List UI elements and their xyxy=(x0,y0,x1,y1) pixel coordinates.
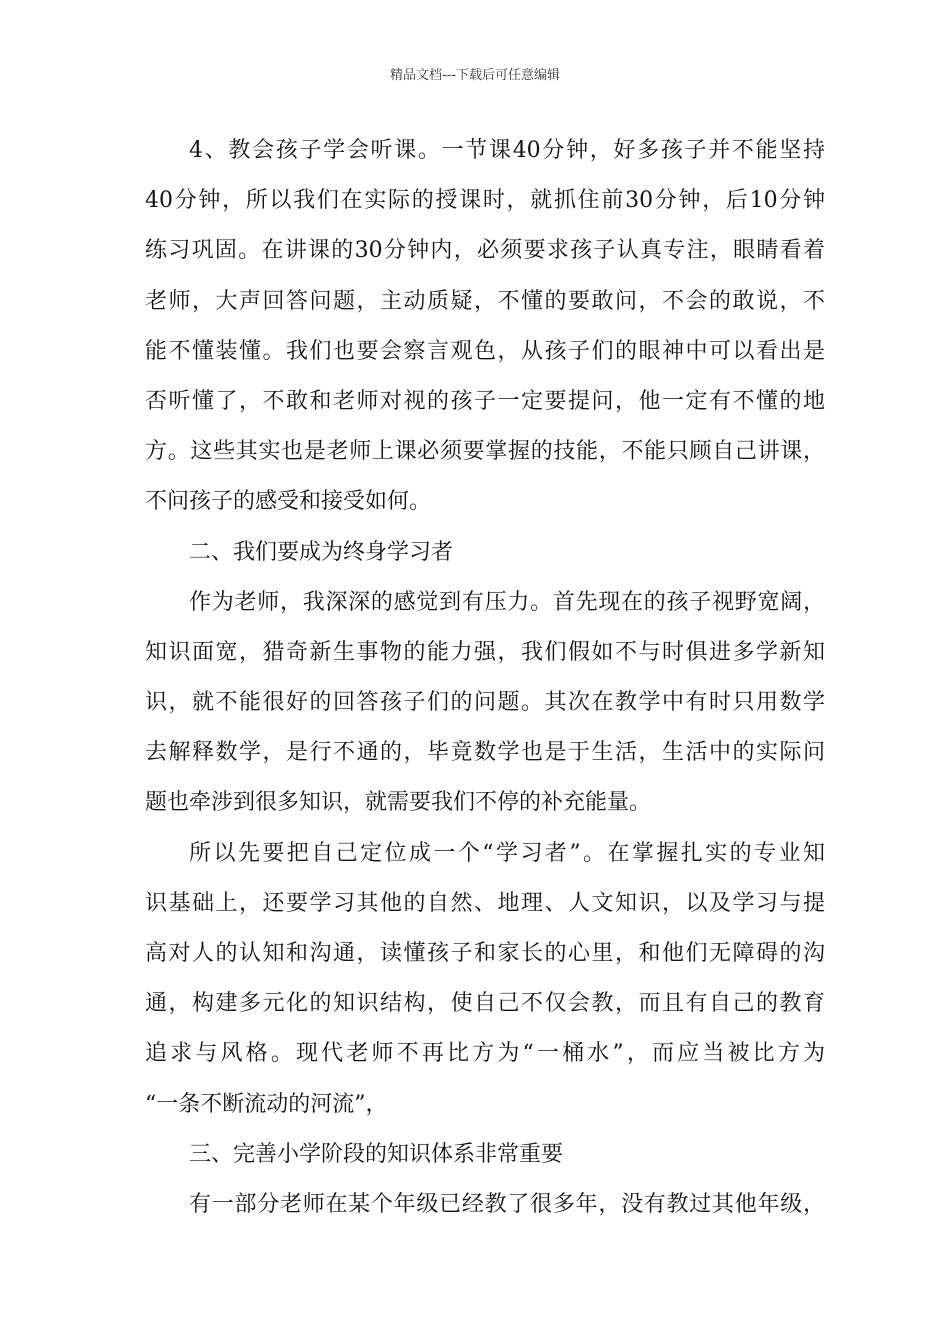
text-line: 二、我们要成为终身学习者 xyxy=(189,539,454,565)
text-line: 方。这些其实也是老师上课必须要掌握的技能，不能只顾自己讲课， xyxy=(145,439,825,465)
text-line: 识基础上，还要学习其他的自然、地理、人文知识，以及学习与提 xyxy=(145,890,825,916)
document-body xyxy=(145,126,825,1230)
text-line: 有一部分老师在某个年级已经教了很多年，没有教过其他年级， xyxy=(189,1191,825,1217)
text-line: 识，就不能很好的回答孩子们的问题。其次在教学中有时只用数学 xyxy=(145,690,825,716)
text-line: 练习巩固。在讲课的30分钟内，必须要求孩子认真专注，眼睛看着 xyxy=(145,238,825,264)
text-line: 通，构建多元化的知识结构，使自己不仅会教，而且有自己的教育 xyxy=(145,991,825,1017)
page-header: 精品文档---下载后可任意编辑 xyxy=(389,68,561,83)
text-line: “一条不断流动的河流”， xyxy=(145,1091,388,1117)
text-line: 知识面宽，猎奇新生事物的能力强，我们假如不与时俱进多学新知 xyxy=(145,639,825,665)
text-line: 三、完善小学阶段的知识体系非常重要 xyxy=(189,1141,564,1167)
text-line: 能不懂装懂。我们也要会察言观色，从孩子们的眼神中可以看出是 xyxy=(145,338,825,364)
text-line: 高对人的认知和沟通，读懂孩子和家长的心里，和他们无障碍的沟 xyxy=(145,941,825,966)
text-line: 去解释数学，是行不通的，毕竟数学也是于生活，生活中的实际问 xyxy=(145,740,825,766)
text-line: 不问孩子的感受和接受如何。 xyxy=(145,489,432,515)
text-line: 4、教会孩子学会听课。一节课40分钟，好多孩子并不能坚持 xyxy=(189,138,825,163)
text-line: 40分钟，所以我们在实际的授课时，就抓住前30分钟，后10分钟 xyxy=(145,188,825,214)
text-line: 老师，大声回答问题，主动质疑，不懂的要敢问，不会的敢说，不 xyxy=(145,288,825,314)
text-line: 题也牵涉到很多知识，就需要我们不停的补充能量。 xyxy=(145,790,652,816)
text-line: 作为老师，我深深的感觉到有压力。首先现在的孩子视野宽阔， xyxy=(189,589,825,615)
text-line: 追求与风格。现代老师不再比方为“一桶水”，而应当被比方为 xyxy=(145,1041,825,1067)
text-line: 所以先要把自己定位成一个“学习者”。在掌握扎实的专业知 xyxy=(189,840,825,866)
text-line: 否听懂了，不敢和老师对视的孩子一定要提问，他一定有不懂的地 xyxy=(145,388,825,414)
